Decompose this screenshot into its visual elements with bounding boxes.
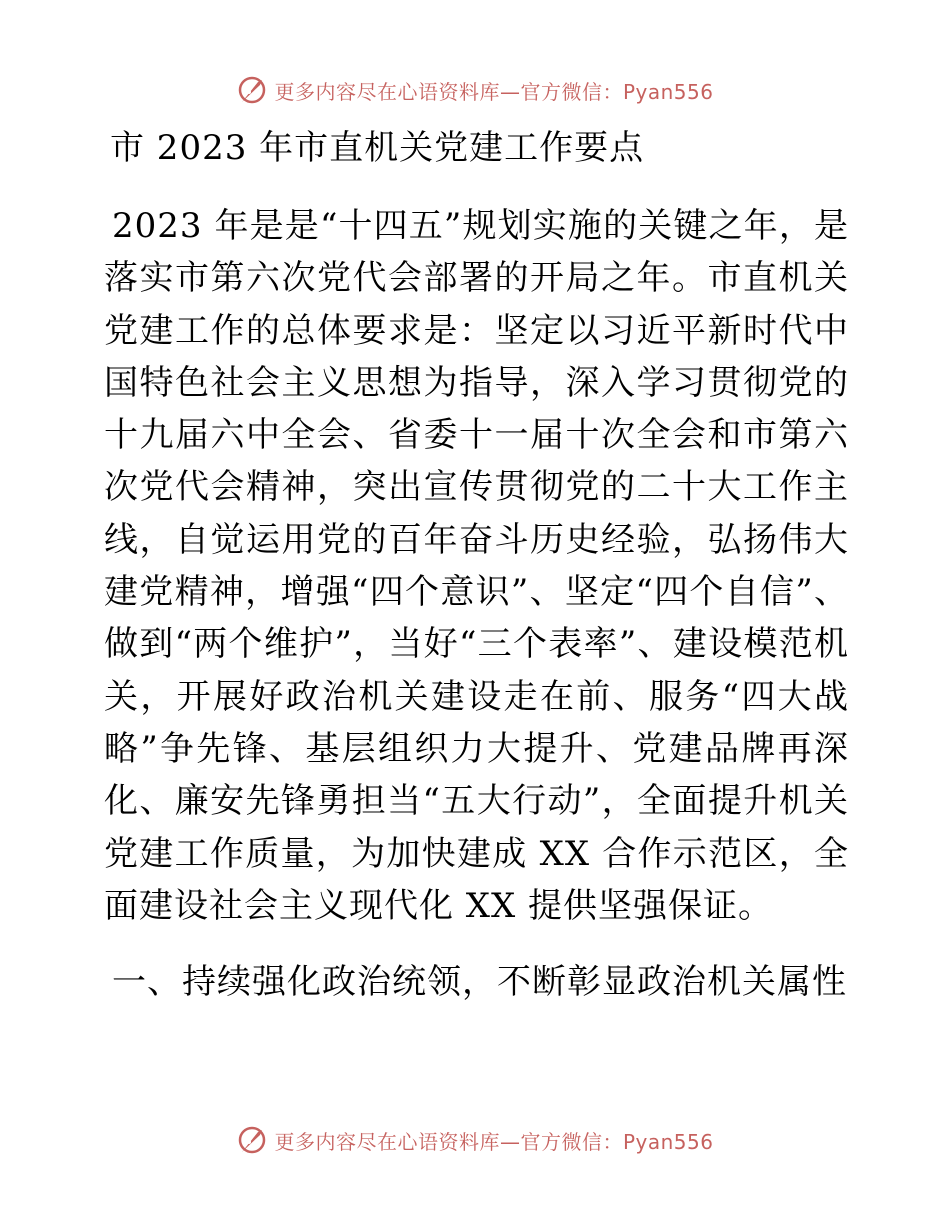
watermark-footer <box>0 1124 950 1156</box>
watermark-text: 更多内容尽在心语资料库—官方微信：Pyan556 <box>274 79 714 104</box>
watermark-text: 更多内容尽在心语资料库—官方微信：Pyan556 <box>274 1129 714 1154</box>
document-body <box>104 122 849 1008</box>
document-title: 市 2023 年市直机关党建工作要点 <box>110 128 645 168</box>
watermark-header <box>0 74 950 106</box>
section-heading: 一、持续强化政治统领，不断彰显政治机关属性 <box>112 962 847 1003</box>
intro-paragraph: 2023 年是是“十四五”规划实施的关键之年，是落实市第六次党代会部署的开局之年。市直机关党建工作的总体要求是：坚定以习近平新时代中国特色社会主义思想为指导，深入学习贯彻党的十九届六中全会、省委十一届十次全会和市第六次党代会精神，突出宣传贯彻党的二十大工作主线，自觉运用党的百年奋斗历史经验，弘扬伟大建党精神，增强“四个意识”、坚定“四个自信”、做到“两个维护”，当好“三个表率”、建设模范机关，开展好政治机关建设走在前、服务“四大战略”争先锋、基层组织力大提升、党建品牌再深化、廉安先锋勇担当“五大行动”，全面提升机关党建工作质量，为加快建成 XX 合作示范区，全面建设社会主义现代化 XX 提供坚强保证。 <box>104 206 849 926</box>
quill-circle-icon <box>236 74 268 106</box>
quill-circle-icon <box>236 1124 268 1156</box>
